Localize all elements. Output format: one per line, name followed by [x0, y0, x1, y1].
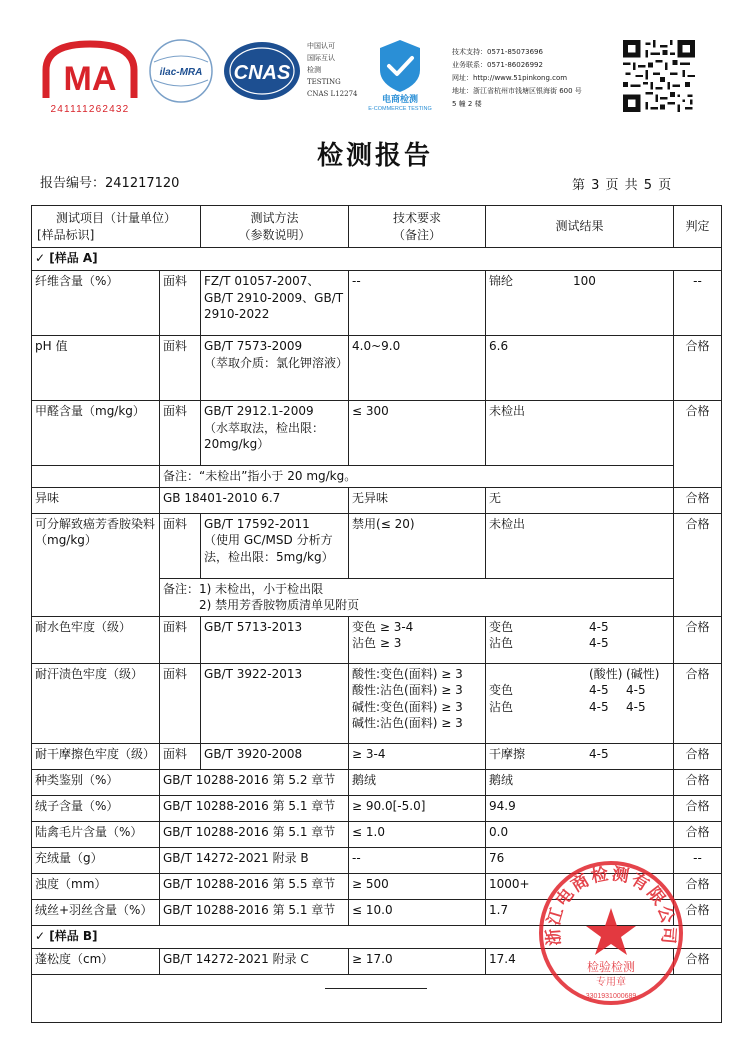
report-title: 检测报告 — [316, 141, 433, 171]
cell-verdict: -- — [674, 847, 722, 873]
cell-method: GB/T 14272-2021 附录 C — [160, 948, 349, 974]
contact-info — [452, 46, 582, 111]
cell-item: 陆禽毛片含量（%） — [32, 821, 160, 847]
report-header — [0, 0, 750, 125]
cell-verdict: 合格 — [674, 899, 722, 925]
cell-result: 0.0 — [486, 821, 674, 847]
table-row-sweat — [32, 663, 722, 743]
table-row-landfowl — [32, 821, 722, 847]
table-row-water — [32, 616, 722, 663]
header-method: 测试方法 （参数说明） — [201, 206, 349, 248]
cell-verdict: 合格 — [674, 821, 722, 847]
table-row-odor — [32, 487, 722, 513]
cell-result: 94.9 — [486, 795, 674, 821]
contact-address-2: 5 幢 2 楼 — [452, 100, 482, 108]
table-row-formaldehyde — [32, 401, 722, 466]
cell-result: 干摩擦 4-5 — [486, 743, 674, 769]
cell-result: 未检出 — [486, 513, 674, 578]
cell-requirement: 变色 ≥ 3-4 沾色 ≥ 3 — [349, 616, 486, 663]
table-header-row — [32, 206, 722, 248]
cell-result: 鹅绒 — [486, 769, 674, 795]
cell-result: 1.7 — [486, 899, 674, 925]
report-number-value: 241217120 — [105, 176, 180, 191]
cell-result: 变色 4-5 沾色 4-5 — [486, 616, 674, 663]
cell-result: 1000+ — [486, 873, 674, 899]
cnas-line: 检测 — [307, 66, 321, 74]
cell-result: 76 — [486, 847, 674, 873]
cell-item: 蓬松度（cm） — [32, 948, 160, 974]
contact-business: 业务联系：0571-86026992 — [452, 61, 543, 69]
cell-part: 面料 — [160, 271, 201, 336]
cell-result: 无 — [486, 487, 674, 513]
cell-part: 面料 — [160, 743, 201, 769]
cell-item: 可分解致癌芳香胺染料（mg/kg） — [32, 513, 160, 616]
cell-method: GB/T 10288-2016 第 5.5 章节 — [160, 873, 349, 899]
table-row-fiber — [32, 271, 722, 336]
header-item: 测试项目（计量单位） [样品标识] — [32, 206, 201, 248]
table-row-loft — [32, 948, 722, 974]
report-number — [40, 172, 179, 191]
cell-remark: 备注：“未检出”指小于 20 mg/kg。 — [160, 466, 674, 488]
contact-website[interactable]: 网址：http://www.51pinkong.com — [452, 74, 568, 82]
header-result: 测试结果 — [486, 206, 674, 248]
stamp-center-text: 检验检测 — [586, 960, 636, 974]
cell-verdict: 合格 — [674, 663, 722, 743]
cell-method: GB/T 5713-2013 — [201, 616, 349, 663]
header-requirement: 技术要求 （备注） — [349, 206, 486, 248]
cell-remark: 备注：1) 未检出，小于检出限 2) 禁用芳香胺物质清单见附页 — [160, 578, 674, 616]
cell-requirement: 无异味 — [349, 487, 486, 513]
sample-a-label: ✓ [样品 A] — [32, 248, 722, 271]
table-row-azo — [32, 513, 722, 578]
cnas-line: TESTING — [307, 78, 341, 86]
cell-verdict: 合格 — [674, 948, 722, 974]
cell-part: 面料 — [160, 513, 201, 578]
page-indicator: 第 3 页 共 5 页 — [572, 178, 673, 193]
cell-requirement: ≥ 17.0 — [349, 948, 486, 974]
cell-method: GB/T 17592-2011 （使用 GC/MSD 分析方法，检出限：5mg/kg） — [201, 513, 349, 578]
cell-verdict: 合格 — [674, 487, 722, 513]
sample-a-row — [32, 248, 722, 271]
cell-result: 未检出 — [486, 401, 674, 466]
end-of-table-line — [325, 988, 427, 989]
cell-requirement: 4.0~9.0 — [349, 336, 486, 401]
cnas-line: CNAS L12274 — [307, 90, 358, 98]
table-row-fill-weight — [32, 847, 722, 873]
cell-requirement: 禁用(≤ 20) — [349, 513, 486, 578]
header-verdict: 判定 — [674, 206, 722, 248]
ec-subtitle: E-COMMERCE TESTING — [368, 106, 432, 112]
table-row-dry-rubbing — [32, 743, 722, 769]
cell-part: 面料 — [160, 336, 201, 401]
cell-item: 耐汗渍色牢度（级） — [32, 663, 160, 743]
cell-requirement: ≥ 500 — [349, 873, 486, 899]
cell-method: FZ/T 01057-2007、GB/T 2910-2009、GB/T 2910-2022 — [201, 271, 349, 336]
stamp-number: 3301931000689 — [585, 993, 637, 1000]
table-end-row — [32, 974, 722, 1022]
cell-verdict: 合格 — [674, 401, 722, 488]
cell-item: 纤维含量（%） — [32, 271, 160, 336]
cnas-text: CNAS — [233, 62, 291, 84]
cell-result: 17.4 — [486, 948, 674, 974]
cnas-accreditation-text — [307, 40, 357, 100]
cell-method: GB/T 10288-2016 第 5.1 章节 — [160, 821, 349, 847]
cell-verdict: 合格 — [674, 616, 722, 663]
cell-item: 甲醛含量（mg/kg） — [32, 401, 160, 466]
ecommerce-testing-logo — [360, 36, 440, 112]
cell-verdict: -- — [674, 271, 722, 336]
cell-part: 面料 — [160, 401, 201, 466]
cell-item: 绒子含量（%） — [32, 795, 160, 821]
table-row-formaldehyde-remark — [32, 466, 722, 488]
cell-part: 面料 — [160, 663, 201, 743]
cell-requirement: ≤ 300 — [349, 401, 486, 466]
cell-requirement: ≤ 1.0 — [349, 821, 486, 847]
cell-requirement: -- — [349, 271, 486, 336]
cell-item: 绒丝+羽丝含量（%） — [32, 899, 160, 925]
cell-requirement: 鹅绒 — [349, 769, 486, 795]
sample-b-label: ✓ [样品 B] — [32, 925, 722, 948]
cma-text: MA — [63, 60, 117, 98]
cell-requirement: -- — [349, 847, 486, 873]
report-number-label: 报告编号： — [40, 176, 106, 191]
cell-requirement: ≤ 10.0 — [349, 899, 486, 925]
contact-address: 地址：浙江省杭州市钱塘区银海街 600 号 — [452, 87, 582, 95]
cell-verdict: 合格 — [674, 336, 722, 401]
cell-method: GB 18401-2010 6.7 — [160, 487, 349, 513]
cell-verdict: 合格 — [674, 513, 722, 616]
stamp-ring-text: 浙江电商检测有限公司 — [543, 864, 679, 947]
cell-method: GB/T 7573-2009 （萃取介质：氯化钾溶液） — [201, 336, 349, 401]
cell-item: 浊度（mm） — [32, 873, 160, 899]
table-row-turbidity — [32, 873, 722, 899]
cell-requirement: ≥ 3-4 — [349, 743, 486, 769]
stamp-bottom-text: 专用章 — [596, 977, 626, 988]
cell-part: 面料 — [160, 616, 201, 663]
cnas-logo — [222, 40, 302, 102]
contact-tech-support: 技术支持：0571-85073696 — [452, 48, 543, 56]
cell-verdict: 合格 — [674, 769, 722, 795]
cell-method: GB/T 2912.1-2009 （水萃取法，检出限：20mg/kg） — [201, 401, 349, 466]
cell-verdict: 合格 — [674, 873, 722, 899]
cell-item: 耐水色牢度（级） — [32, 616, 160, 663]
cell-method: GB/T 10288-2016 第 5.1 章节 — [160, 899, 349, 925]
cell-method: GB/T 3920-2008 — [201, 743, 349, 769]
table-row-down-content — [32, 795, 722, 821]
cell-requirement: ≥ 90.0[-5.0] — [349, 795, 486, 821]
cell-item: pH 值 — [32, 336, 160, 401]
cell-verdict: 合格 — [674, 795, 722, 821]
cell-method: GB/T 10288-2016 第 5.1 章节 — [160, 795, 349, 821]
cell-result: 6.6 — [486, 336, 674, 401]
cell-result: 锦纶 100 — [486, 271, 674, 336]
cma-logo — [40, 40, 140, 115]
ilac-mra-logo — [148, 38, 214, 104]
cell-method: GB/T 14272-2021 附录 B — [160, 847, 349, 873]
cell-item-continued — [32, 466, 160, 488]
qr-code[interactable] — [623, 40, 695, 112]
cell-verdict: 合格 — [674, 743, 722, 769]
cnas-line: 国际互认 — [307, 54, 335, 62]
cell-method: GB/T 10288-2016 第 5.2 章节 — [160, 769, 349, 795]
table-row-ph — [32, 336, 722, 401]
cell-requirement: 酸性:变色(面料) ≥ 3 酸性:沾色(面料) ≥ 3 碱性:变色(面料) ≥ 3 碱性:沾色(面料) ≥ 3 — [349, 663, 486, 743]
cma-number: 241111262432 — [50, 104, 130, 115]
cell-item: 异味 — [32, 487, 160, 513]
cnas-line: 中国认可 — [307, 42, 335, 50]
table-end-cell — [32, 974, 722, 1022]
ilac-text: ilac-MRA — [159, 67, 203, 78]
sample-b-row — [32, 925, 722, 948]
results-table — [31, 205, 721, 1023]
cell-result: (酸性) (碱性) 变色 4-5 4-5 沾色 4-5 4-5 — [486, 663, 674, 743]
table-row-species — [32, 769, 722, 795]
table-row-fiber-down — [32, 899, 722, 925]
cell-method: GB/T 3922-2013 — [201, 663, 349, 743]
cell-item: 充绒量（g） — [32, 847, 160, 873]
cell-item: 种类鉴别（%） — [32, 769, 160, 795]
ec-title: 电商检测 — [381, 95, 419, 105]
cell-item: 耐干摩擦色牢度（级） — [32, 743, 160, 769]
